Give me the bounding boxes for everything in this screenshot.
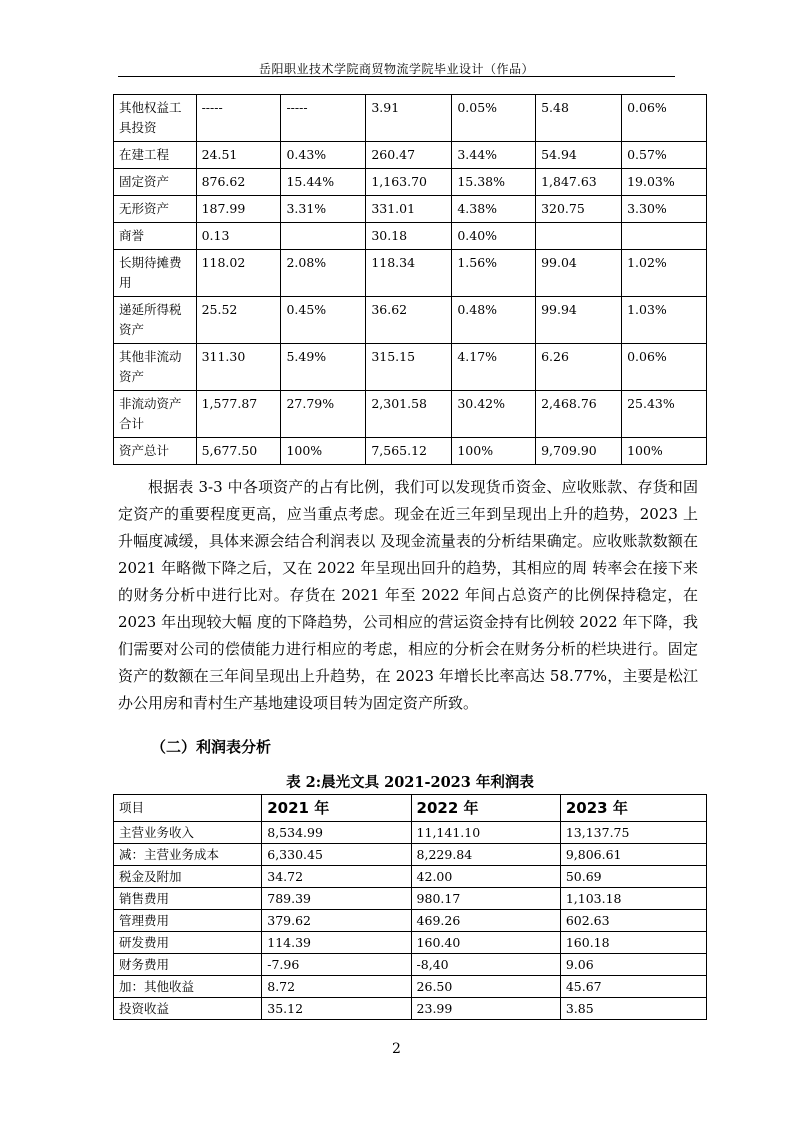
income-table-row	[114, 866, 707, 888]
value-cell: 45.67	[560, 976, 706, 998]
value-cell: 11,141.10	[411, 822, 560, 844]
income-table	[113, 794, 707, 1020]
assets-table-row	[114, 142, 707, 169]
value-cell: 30.42%	[452, 391, 536, 438]
value-cell: 187.99	[196, 196, 281, 223]
value-cell	[536, 223, 622, 250]
row-label-cell: 研发费用	[114, 932, 262, 954]
row-label-cell: 递延所得税资产	[114, 297, 197, 344]
assets-table-body	[114, 95, 707, 465]
value-cell: 315.15	[366, 344, 452, 391]
income-table-caption: 表 2:晨光文具 2021-2023 年利润表	[286, 774, 534, 791]
value-cell: 3.30%	[622, 196, 707, 223]
assets-table-row	[114, 169, 707, 196]
row-label-cell: 在建工程	[114, 142, 197, 169]
assets-table-row	[114, 344, 707, 391]
income-table-row	[114, 932, 707, 954]
value-cell: 0.45%	[281, 297, 366, 344]
value-cell: 19.03%	[622, 169, 707, 196]
value-cell: 9,806.61	[560, 844, 706, 866]
value-cell: 15.44%	[281, 169, 366, 196]
header-cell-2022: 2022 年	[411, 795, 560, 822]
analysis-paragraph: 根据表 3-3 中各项资产的占有比例，我们可以发现货币资金、应收账款、存货和固定资产的重要程度更高，应当重点考虑。现金在近三年到呈现出上升的趋势，2023 上升幅度减缓，具体来源会结合利润表以 及现金流量表的分析结果确定。应收账款数额在 2021 年略微下降之后，又在 2022 年呈现出回升的趋势，其相应的周 转率会在接下来的财务分析中进行比对。存货在 2021 年至 2022 年间占总资产的比例保持稳定，在 2023 年出现较大幅 度的下降趋势，公司相应的营运资金持有比例较 2022 年下降，我们需要对公司的偿债能力进行相应的考虑，相应的分析会在财务分析的栏块进行。固定资产的数额在三年间呈现出上升趋势，在 2023 年增长比率高达 58.77%，主要是松江办公用房和青村生产基地建设项目转为固定资产所致。	[118, 478, 698, 712]
value-cell: 100%	[622, 438, 707, 465]
row-label-cell: 管理费用	[114, 910, 262, 932]
page-number: 2	[392, 1041, 401, 1057]
value-cell: 100%	[452, 438, 536, 465]
value-cell: 13,137.75	[560, 822, 706, 844]
value-cell: 35.12	[262, 998, 411, 1020]
row-label-cell: 税金及附加	[114, 866, 262, 888]
value-cell: 27.79%	[281, 391, 366, 438]
value-cell: 260.47	[366, 142, 452, 169]
value-cell: 3.31%	[281, 196, 366, 223]
value-cell: 980.17	[411, 888, 560, 910]
value-cell: 1.03%	[622, 297, 707, 344]
value-cell: 311.30	[196, 344, 281, 391]
header-cell-2021: 2021 年	[262, 795, 411, 822]
row-label-cell: 其他非流动资产	[114, 344, 197, 391]
row-label-cell: 加：其他收益	[114, 976, 262, 998]
value-cell: 5.48	[536, 95, 622, 142]
value-cell: 0.13	[196, 223, 281, 250]
value-cell: 1,103.18	[560, 888, 706, 910]
income-table-row	[114, 910, 707, 932]
value-cell: 4.38%	[452, 196, 536, 223]
value-cell: 26.50	[411, 976, 560, 998]
value-cell: 25.52	[196, 297, 281, 344]
value-cell: 54.94	[536, 142, 622, 169]
assets-table-row	[114, 250, 707, 297]
row-label-cell: 财务费用	[114, 954, 262, 976]
row-label-cell: 无形资产	[114, 196, 197, 223]
row-label-cell: 主营业务收入	[114, 822, 262, 844]
value-cell: 6,330.45	[262, 844, 411, 866]
row-label-cell: 商誉	[114, 223, 197, 250]
value-cell: 7,565.12	[366, 438, 452, 465]
value-cell	[281, 223, 366, 250]
value-cell: 160.18	[560, 932, 706, 954]
value-cell: 1,163.70	[366, 169, 452, 196]
row-label-cell: 非流动资产合计	[114, 391, 197, 438]
value-cell: 8,534.99	[262, 822, 411, 844]
header-divider	[118, 76, 675, 77]
value-cell: 99.94	[536, 297, 622, 344]
value-cell: 320.75	[536, 196, 622, 223]
value-cell: 8,229.84	[411, 844, 560, 866]
value-cell: 23.99	[411, 998, 560, 1020]
assets-table-row	[114, 438, 707, 465]
income-table-row	[114, 998, 707, 1020]
value-cell: 0.06%	[622, 95, 707, 142]
value-cell: 100%	[281, 438, 366, 465]
income-table-row	[114, 844, 707, 866]
value-cell: -----	[196, 95, 281, 142]
value-cell: 379.62	[262, 910, 411, 932]
value-cell: 1,847.63	[536, 169, 622, 196]
value-cell: 0.06%	[622, 344, 707, 391]
value-cell: 6.26	[536, 344, 622, 391]
value-cell: 2,301.58	[366, 391, 452, 438]
value-cell: 114.39	[262, 932, 411, 954]
assets-table-row	[114, 196, 707, 223]
value-cell: 331.01	[366, 196, 452, 223]
value-cell: 15.38%	[452, 169, 536, 196]
value-cell: 50.69	[560, 866, 706, 888]
value-cell: 24.51	[196, 142, 281, 169]
header-cell-item: 项目	[114, 795, 262, 822]
value-cell: 0.40%	[452, 223, 536, 250]
value-cell: 5,677.50	[196, 438, 281, 465]
value-cell: 25.43%	[622, 391, 707, 438]
value-cell: 2,468.76	[536, 391, 622, 438]
row-label-cell: 投资收益	[114, 998, 262, 1020]
row-label-cell: 资产总计	[114, 438, 197, 465]
value-cell: 0.43%	[281, 142, 366, 169]
assets-table-row	[114, 95, 707, 142]
income-table-body	[114, 822, 707, 1020]
row-label-cell: 减：主营业务成本	[114, 844, 262, 866]
value-cell: 876.62	[196, 169, 281, 196]
value-cell: 1,577.87	[196, 391, 281, 438]
income-table-row	[114, 822, 707, 844]
value-cell: 0.05%	[452, 95, 536, 142]
row-label-cell: 其他权益工具投资	[114, 95, 197, 142]
value-cell: 1.56%	[452, 250, 536, 297]
value-cell: 9,709.90	[536, 438, 622, 465]
value-cell: 3.85	[560, 998, 706, 1020]
value-cell: 2.08%	[281, 250, 366, 297]
assets-table	[113, 94, 707, 465]
value-cell: 99.04	[536, 250, 622, 297]
income-table-header-row	[114, 795, 707, 822]
value-cell: 118.02	[196, 250, 281, 297]
value-cell: 9.06	[560, 954, 706, 976]
value-cell: 789.39	[262, 888, 411, 910]
value-cell: 36.62	[366, 297, 452, 344]
income-table-row	[114, 976, 707, 998]
value-cell: 3.44%	[452, 142, 536, 169]
header-cell-2023: 2023 年	[560, 795, 706, 822]
income-table-row	[114, 954, 707, 976]
value-cell: -7.96	[262, 954, 411, 976]
value-cell: 30.18	[366, 223, 452, 250]
value-cell: 602.63	[560, 910, 706, 932]
value-cell: 42.00	[411, 866, 560, 888]
income-table-row	[114, 888, 707, 910]
value-cell: 118.34	[366, 250, 452, 297]
value-cell: 34.72	[262, 866, 411, 888]
row-label-cell: 长期待摊费用	[114, 250, 197, 297]
page-header: 岳阳职业技术学院商贸物流学院毕业设计（作品）	[258, 62, 534, 76]
value-cell: 5.49%	[281, 344, 366, 391]
value-cell: 8.72	[262, 976, 411, 998]
value-cell: 0.48%	[452, 297, 536, 344]
value-cell: 0.57%	[622, 142, 707, 169]
value-cell: 469.26	[411, 910, 560, 932]
row-label-cell: 销售费用	[114, 888, 262, 910]
value-cell: 3.91	[366, 95, 452, 142]
row-label-cell: 固定资产	[114, 169, 197, 196]
value-cell: 160.40	[411, 932, 560, 954]
assets-table-row	[114, 391, 707, 438]
section-heading: （二）利润表分析	[151, 738, 272, 756]
value-cell: 4.17%	[452, 344, 536, 391]
value-cell	[622, 223, 707, 250]
assets-table-row	[114, 297, 707, 344]
value-cell: -----	[281, 95, 366, 142]
value-cell: 1.02%	[622, 250, 707, 297]
value-cell: -8,40	[411, 954, 560, 976]
assets-table-row	[114, 223, 707, 250]
